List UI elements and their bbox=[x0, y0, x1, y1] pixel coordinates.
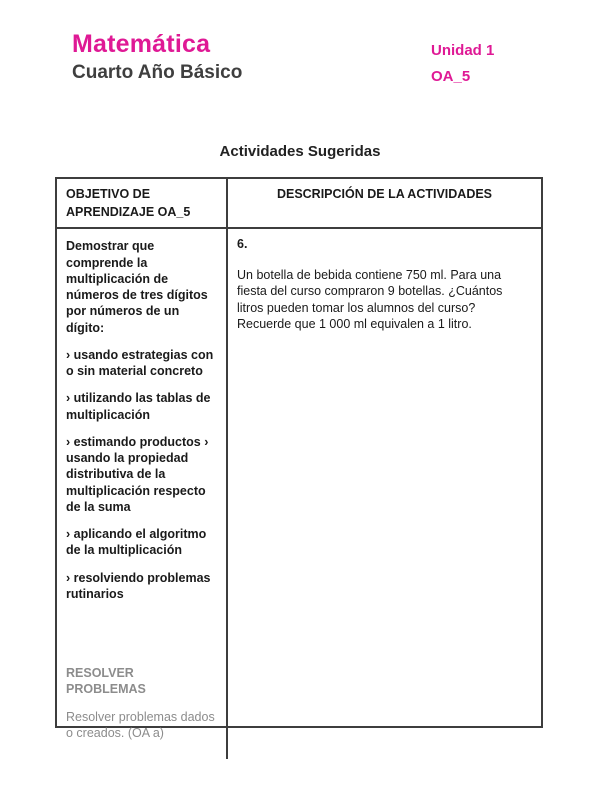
grade-subtitle: Cuarto Año Básico bbox=[72, 62, 243, 83]
objective-bullet: › estimando productos › usando la propiedad distributiva de la multiplicación respecto de la suma bbox=[66, 434, 209, 514]
table-body-row bbox=[57, 229, 541, 741]
activity-cell bbox=[228, 229, 541, 759]
objective-bullet: › utilizando las tablas de multiplicación bbox=[66, 391, 211, 422]
description-column-header: DESCRIPCIÓN DE LA ACTIVIDADES bbox=[276, 187, 493, 201]
objective-bullet: › usando estrategias con o sin material concreto bbox=[66, 347, 214, 378]
table-header-row bbox=[57, 179, 541, 229]
activities-table bbox=[55, 177, 543, 741]
skill-text: Resolver problemas dados o creados. (OA a) bbox=[66, 709, 215, 741]
objective-bullet: › resolviendo problemas rutinarios bbox=[66, 570, 211, 601]
objective-intro: Demostrar que comprende la multiplicación de números de tres dígitos por números de un dígito: bbox=[66, 239, 208, 335]
subject-title: Matemática bbox=[72, 30, 211, 58]
unit-label: Unidad 1 bbox=[431, 42, 495, 59]
section-title: Actividades Sugeridas bbox=[219, 143, 381, 160]
objective-column-header: OBJETIVO DE APRENDIZAJE OA_5 bbox=[57, 179, 228, 227]
oa-code-label: OA_5 bbox=[431, 68, 471, 85]
activity-number: 6. bbox=[237, 237, 248, 252]
objective-bullet: › aplicando el algoritmo de la multiplicación bbox=[66, 527, 207, 558]
objective-cell bbox=[57, 229, 228, 759]
activity-text: Un botella de bebida contiene 750 ml. Para una fiesta del curso compraron 9 botellas. ¿Cuántos litros pueden tomar los alumnos del curso? Recuerde que 1 000 ml equivalen a 1 litro. bbox=[237, 267, 503, 331]
skill-block bbox=[66, 665, 217, 742]
skill-title: RESOLVER PROBLEMAS bbox=[66, 666, 146, 697]
